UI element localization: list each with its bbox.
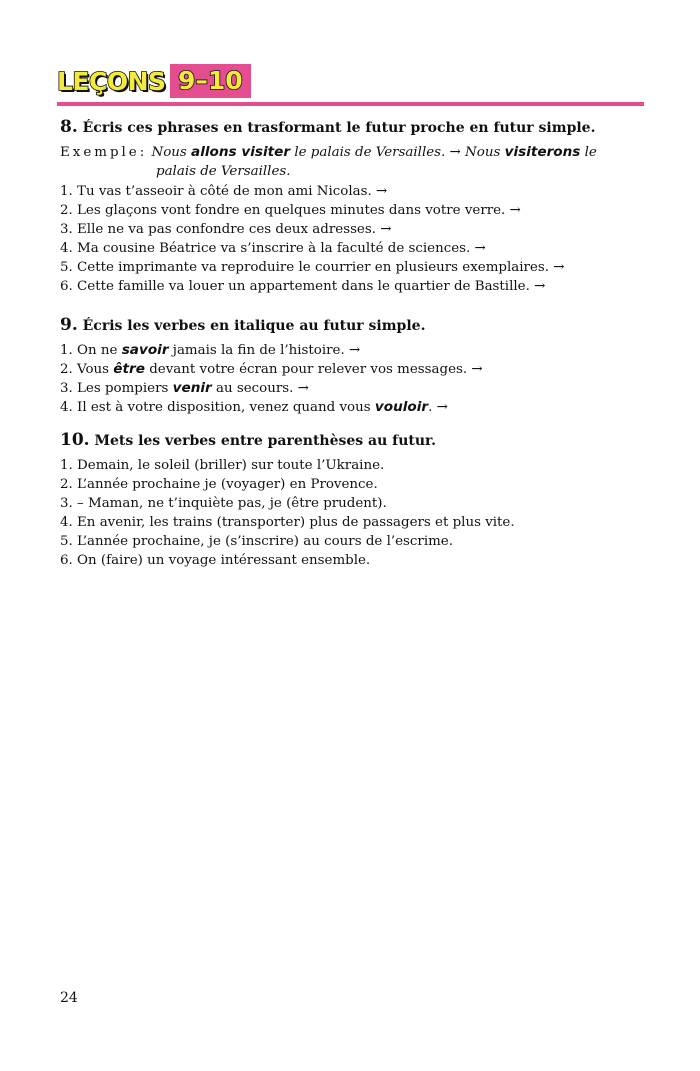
exercise-9 — [60, 316, 650, 417]
lessons-title: LEÇONS — [57, 67, 166, 96]
list-item: 1. Tu vas t’asseoir à côté de mon ami Nicolas. → — [60, 184, 388, 199]
exercise-10 — [60, 431, 650, 570]
list-item: 5. L’année prochaine, je (s’inscrire) au cours de l’escrime. — [60, 534, 453, 549]
lesson-range: 9–10 — [178, 66, 243, 95]
example-continuation: palais de Versailles. — [156, 164, 291, 179]
exercise-8 — [60, 118, 650, 296]
page-number: 24 — [60, 990, 78, 1006]
example-text: Nous allons visiter le palais de Versailles. → Nous visiterons le — [151, 144, 597, 160]
list-item: 2. L’année prochaine je (voyager) en Provence. — [60, 477, 378, 492]
lesson-header — [57, 64, 644, 108]
exercise-10-instruction: Mets les verbes entre parenthèses au futur. — [94, 433, 436, 449]
list-item: 2. Les glaçons vont fondre en quelques minutes dans votre verre. → — [60, 203, 521, 218]
example-block — [60, 143, 650, 181]
list-item: 1. Demain, le soleil (briller) sur toute l’Ukraine. — [60, 458, 385, 473]
exercise-10-title — [60, 431, 650, 451]
list-item: 3. – Maman, ne t’inquiète pas, je (être prudent). — [60, 496, 387, 511]
exercise-8-number: 8. — [60, 117, 78, 137]
list-item: 4. En avenir, les trains (transporter) plus de passagers et plus vite. — [60, 515, 515, 530]
list-item: 5. Cette imprimante va reproduire le courrier en plusieurs exemplaires. → — [60, 260, 565, 275]
list-item: 2. Vous être devant votre écran pour relever vos messages. → — [60, 361, 483, 377]
list-item: 6. Cette famille va louer un appartement dans le quartier de Bastille. → — [60, 279, 546, 294]
exercise-8-title — [60, 118, 650, 138]
list-item: 4. Ma cousine Béatrice va s’inscrire à la faculté de sciences. → — [60, 241, 486, 256]
list-item: 1. On ne savoir jamais la fin de l’histoire. → — [60, 342, 361, 358]
exercise-9-title — [60, 316, 650, 336]
header-rule — [57, 102, 644, 106]
exercise-9-number: 9. — [60, 315, 78, 335]
list-item: 3. Elle ne va pas confondre ces deux adresses. → — [60, 222, 392, 237]
exercise-8-instruction: Écris ces phrases en trasformant le futur proche en futur simple. — [82, 120, 596, 136]
list-item: 4. Il est à votre disposition, venez quand vous vouloir. → — [60, 399, 448, 415]
example-label: Exemple: — [60, 145, 148, 160]
list-item: 3. Les pompiers venir au secours. → — [60, 380, 309, 396]
lesson-range-badge — [170, 64, 251, 98]
list-item: 6. On (faire) un voyage intéressant ensemble. — [60, 553, 371, 568]
exercise-10-number: 10. — [60, 430, 90, 450]
exercise-9-instruction: Écris les verbes en italique au futur simple. — [82, 318, 426, 334]
